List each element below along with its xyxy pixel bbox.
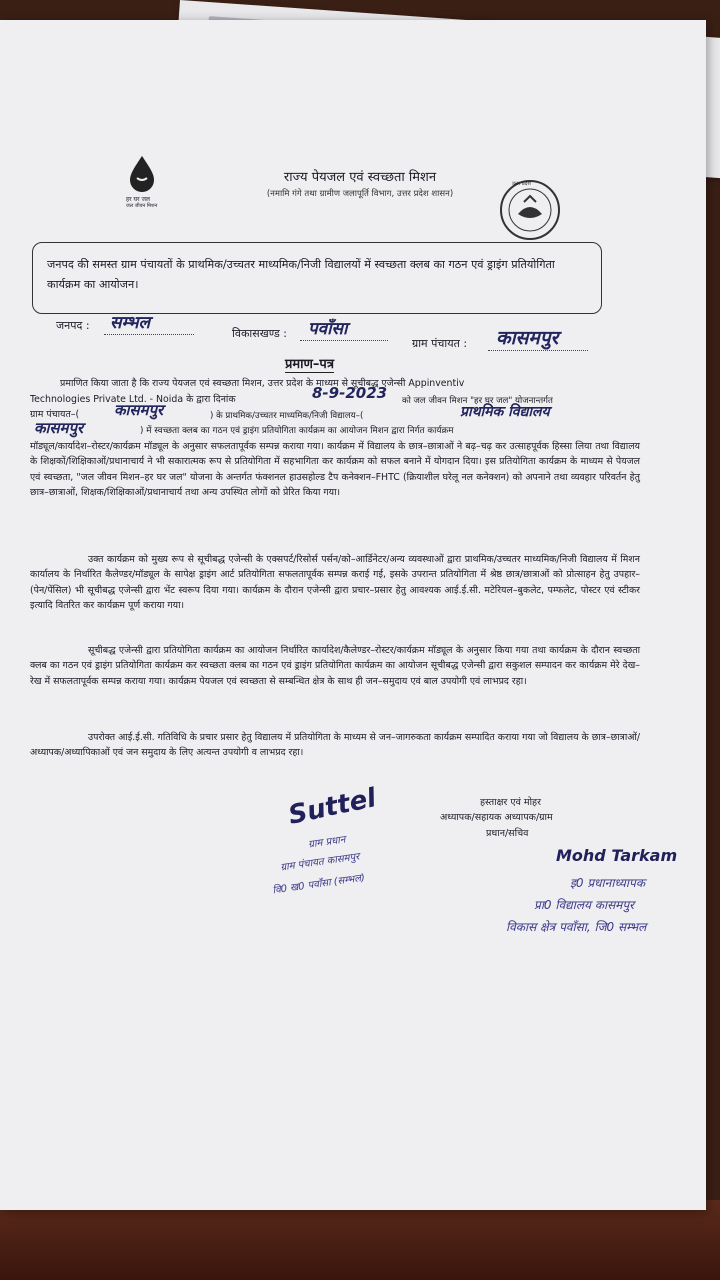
para4: उपरोक्त आई.ई.सी. गतिविधि के प्रचार प्रसार हेतु विद्यालय में प्रतियोगिता के माध्यम से जन–जागरुकता कार्यक्रम सम्पादित कराया गया जो विद्यालय के छात्र–छात्राओं/अध्यापक/अध्यापिकाओं एवं जन समुदाय के लिए अत्यन्त उपयोगी व लाभप्रद रहा। (30, 732, 640, 759)
table-surface (0, 1200, 720, 1280)
pradhan-stamp-1: ग्राम प्रधान (307, 834, 347, 851)
school-village-fill: कासमपुर (34, 419, 84, 437)
para1-body: मॉड्यूल/कार्यादेश–रोस्टर/कार्यक्रम मॉड्यूल के अनुसार सफलतापूर्वक सम्पन्न कराया गया। कार्यक्रम में विद्यालय के छात्र–छात्राओं ने बढ़–चढ़ कर उत्साहपूर्वक हिस्सा लिया तथा विद्यालय के शिक्षकों/शिक्षिकाओं/प्रधानाचार्य ने भी सकारात्मक रूप से प्रतियोगिता में सहभागिता कर कार्यक्रम को सफल बनाने में योगदान दिया। इस प्रतियोगिता कार्यक्रम के माध्यम से पेयजल एवं स्वच्छता, "जल जीवन मिशन–हर घर जल" योजना के अन्तर्गत फंक्शनल हाउसहोल्ड टैप कनेक्शन–FHTC (क्रियाशील घरेलू नल कनेक्शन) को अपनाने तथा व्यवहार परिवर्तन हेतु छात्र–छात्राओं, शिक्षक/शिक्षिकाओं/प्रधानाचार्य तथा अन्य उपस्थित लोगों को प्रेरित किया गया। (30, 441, 640, 498)
para2: उक्त कार्यक्रम को मुख्य रूप से सूचीबद्ध एजेन्सी के एक्सपर्ट/रिसोर्स पर्सन/को–आर्डिनेटर/अन्य व्यवस्थाओं द्वारा प्राथमिक/उच्चतर माध्यमिक/निजी विद्यालय में मिशन कार्यालय के निर्धारित कैलेण्डर/मॉड्यूल के सापेक्ष ड्राइंग आर्ट प्रतियोगिता सफलतापूर्वक सम्पन्न कराई गई, इसके उपरान्त प्रतियोगिता में श्रेष्ठ छात्र/छात्राओं को प्रोत्साहन हेतु उपहार–(पेन/पेंसिल) भी सूचीबद्ध एजेन्सी द्वारा भेंट स्वरूप दिया गया। कार्यक्रम के दौरान एजेन्सी द्वारा प्रचार–प्रसार हेतु आवश्यक आई.ई.सी. मटेरियल–बुकलेट, पम्फलेट, पोस्टर एवं स्टीकर इत्यादि वितरित कर कार्यक्रम पूर्ण कराया गया। (30, 554, 640, 611)
signature-role-2: प्रधान/सचिव (486, 828, 529, 839)
panchayat-underline (488, 350, 588, 351)
para3: सूचीबद्ध एजेन्सी द्वारा प्रतियोगिता कार्यक्रम का आयोजन निर्धारित कार्यादेश/कैलेण्डर–रोस्टर/कार्यक्रम मॉड्यूल के अनुसार किया गया तथा कार्यक्रम के दौरान स्वच्छता क्लब का गठन एवं ड्राइंग प्रतियोगिता कार्यक्रम कर स्वच्छता क्लब का गठन एवं ड्राइंग प्रतियोगिता कार्यक्रम का आयोजन सूचीबद्ध एजेन्सी द्वारा सकुशल सम्पादन कर कार्यक्रम मेरे देख–रेख में सफलतापूर्वक सम्पन्न कराया गया। कार्यक्रम पेयजल एवं स्वच्छता से सम्बन्धित क्षेत्र के साथ ही जन–समुदाय एवं बाल उपयोगी एवं लाभप्रद रहा। (30, 645, 640, 687)
signature-role: अध्यापक/सहायक अध्यापक/ग्राम (440, 812, 553, 823)
water-drop-icon (120, 152, 180, 192)
event-date: 8-9-2023 (312, 384, 388, 402)
block-underline (300, 340, 388, 341)
para1-line3b: ) के प्राथमिक/उच्चतर माध्यमिक/निजी विद्यालय–( (210, 411, 364, 421)
subject-box: जनपद की समस्त ग्राम पंचायतों के प्राथमिक/उच्चतर माध्यमिक/निजी विद्यालयों में स्वच्छता क्लब का गठन एवं ड्राइंग प्रतियोगिता कार्यक्रम का आयोजन। (32, 242, 602, 314)
up-emblem-logo (498, 178, 562, 242)
panchayat-label: ग्राम पंचायत : (412, 337, 468, 350)
para1-line1: प्रमाणित किया जाता है कि राज्य पेयजल एवं स्वच्छता मिशन, उत्तर प्रदेश के माध्यम से सूचीबद्ध एजेन्सी Appinventiv (60, 378, 465, 389)
para1-line3a: ग्राम पंचायत–( (30, 409, 80, 420)
jal-jeevan-logo (120, 152, 180, 210)
logo-subtext: जल जीवन मिशन (126, 203, 158, 209)
pradhan-stamp-2: ग्राम पंचायत कासमपुर (279, 851, 361, 874)
certificate-heading: प्रमाण–पत्र (285, 354, 334, 373)
district-value: सम्भल (110, 313, 151, 333)
emblem-text: उत्तर प्रदेश (512, 181, 531, 187)
pradhan-stamp-3: वि0 ख0 पवाँसा (सम्भल) (271, 872, 366, 897)
block-label: विकासखण्ड : (232, 327, 288, 340)
page-title: राज्य पेयजल एवं स्वच्छता मिशन (283, 170, 437, 185)
pradhan-signature: Suttel (285, 783, 379, 831)
headmaster-stamp-2: प्रा0 विद्यालय कासमपुर (534, 898, 635, 912)
block-value: पवाँसा (308, 319, 348, 339)
district-underline (104, 334, 194, 335)
district-label: जनपद : (56, 319, 90, 332)
logo-text: हर घर जल (126, 196, 150, 203)
emblem-icon (498, 178, 562, 242)
panchayat-fill: कासमपुर (114, 401, 164, 419)
headmaster-stamp-1: इ0 प्रधानाध्यापक (570, 876, 646, 890)
panchayat-value: कासमपुर (496, 327, 559, 349)
headmaster-stamp-3: विकास क्षेत्र पवाँसा, जि0 सम्भल (506, 920, 647, 934)
headmaster-signature: Mohd Tarkam (556, 846, 678, 865)
signature-label: हस्ताक्षर एवं मोहर (480, 797, 541, 808)
para1-line2b: को जल जीवन मिशन "हर घर जल" योजनान्तर्गत (402, 396, 553, 406)
para1-line4b: ) में स्वच्छता क्लब का गठन एवं ड्राइंग प्रतियोगिता कार्यक्रम का आयोजन मिशन द्वारा निर्गत कार्यक्रम (140, 426, 454, 436)
school-fill: प्राथमिक विद्यालय (460, 404, 550, 420)
para1-line2a: Technologies Private Ltd. - Noida के द्वारा दिनांक (30, 394, 236, 405)
page-subtitle: (नमामि गंगे तथा ग्रामीण जलापूर्ति विभाग, उत्तर प्रदेश शासन) (266, 189, 454, 199)
certificate-page (0, 20, 706, 1210)
